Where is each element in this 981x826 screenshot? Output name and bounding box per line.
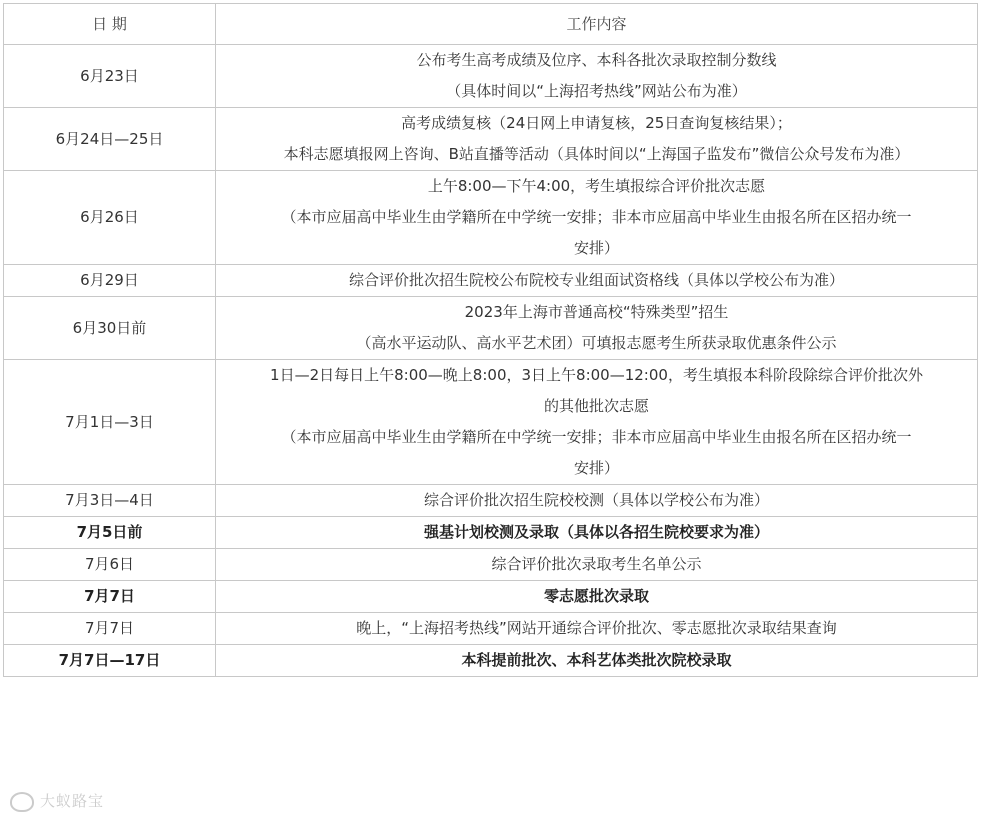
table-row	[4, 613, 978, 645]
watermark	[10, 790, 104, 812]
content-line: 公布考生高考成绩及位序、本科各批次录取控制分数线	[416, 51, 777, 69]
content-line: 1日—2日每日上午8:00—晚上8:00，3日上午8:00—12:00，考生填报本科阶段除综合评价批次外	[270, 366, 923, 384]
content-cell	[216, 108, 978, 171]
date-cell: 7月3日—4日	[4, 485, 216, 517]
date-cell: 7月5日前	[4, 517, 216, 549]
date-cell: 6月24日—25日	[4, 108, 216, 171]
table-row	[4, 297, 978, 360]
date-cell: 7月6日	[4, 549, 216, 581]
content-line: 综合评价批次招生院校校测（具体以学校公布为准）	[423, 491, 769, 509]
table-row	[4, 581, 978, 613]
content-cell	[216, 171, 978, 265]
content-cell	[216, 549, 978, 581]
content-line: 上午8:00—下午4:00，考生填报综合评价批次志愿	[427, 177, 766, 195]
content-line: 的其他批次志愿	[543, 397, 649, 415]
content-line: （本市应届高中毕业生由学籍所在中学统一安排；非本市应届高中毕业生由报名所在区招办统一	[281, 208, 912, 226]
watermark-text: 大蚁路宝	[40, 792, 105, 810]
content-cell	[216, 517, 978, 549]
table-row	[4, 108, 978, 171]
content-line: 2023年上海市普通高校“特殊类型”招生	[464, 303, 729, 321]
header-date: 日 期	[4, 4, 216, 45]
admission-schedule-table	[3, 3, 978, 677]
table-row	[4, 45, 978, 108]
content-cell	[216, 645, 978, 677]
content-line: 强基计划校测及录取（具体以各招生院校要求为准）	[423, 523, 769, 541]
content-cell	[216, 45, 978, 108]
content-cell	[216, 360, 978, 485]
weibo-icon	[10, 792, 34, 812]
content-line: 安排）	[573, 459, 619, 477]
content-cell	[216, 265, 978, 297]
table-row	[4, 645, 978, 677]
date-cell: 6月30日前	[4, 297, 216, 360]
content-line: 安排）	[573, 239, 619, 257]
table-row	[4, 265, 978, 297]
header-content: 工作内容	[216, 4, 978, 45]
table-row	[4, 517, 978, 549]
date-cell: 7月1日—3日	[4, 360, 216, 485]
content-line: 综合评价批次招生院校公布院校专业组面试资格线（具体以学校公布为准）	[348, 271, 844, 289]
table-row	[4, 360, 978, 485]
date-cell: 7月7日	[4, 581, 216, 613]
content-line: （高水平运动队、高水平艺术团）可填报志愿考生所获录取优惠条件公示	[356, 334, 837, 352]
content-cell	[216, 581, 978, 613]
date-cell: 7月7日	[4, 613, 216, 645]
content-line: （本市应届高中毕业生由学籍所在中学统一安排；非本市应届高中毕业生由报名所在区招办统一	[281, 428, 912, 446]
content-line: （具体时间以“上海招考热线”网站公布为准）	[446, 82, 747, 100]
table-row	[4, 485, 978, 517]
content-line: 本科提前批次、本科艺体类批次院校录取	[461, 651, 732, 669]
date-cell: 7月7日—17日	[4, 645, 216, 677]
header-row	[4, 4, 978, 45]
table-row	[4, 549, 978, 581]
date-cell: 6月29日	[4, 265, 216, 297]
content-line: 本科志愿填报网上咨询、B站直播等活动（具体时间以“上海国子监发布”微信公众号发布为准）	[283, 145, 910, 163]
content-cell	[216, 297, 978, 360]
table-header	[4, 4, 978, 45]
content-line: 高考成绩复核（24日网上申请复核，25日查询复核结果）；	[401, 114, 792, 132]
table-row	[4, 171, 978, 265]
content-cell	[216, 613, 978, 645]
date-cell: 6月26日	[4, 171, 216, 265]
content-line: 零志愿批次录取	[543, 587, 649, 605]
content-cell	[216, 485, 978, 517]
content-line: 晚上，“上海招考热线”网站开通综合评价批次、零志愿批次录取结果查询	[356, 619, 837, 637]
content-line: 综合评价批次录取考生名单公示	[491, 555, 702, 573]
date-cell: 6月23日	[4, 45, 216, 108]
table-body	[4, 45, 978, 677]
